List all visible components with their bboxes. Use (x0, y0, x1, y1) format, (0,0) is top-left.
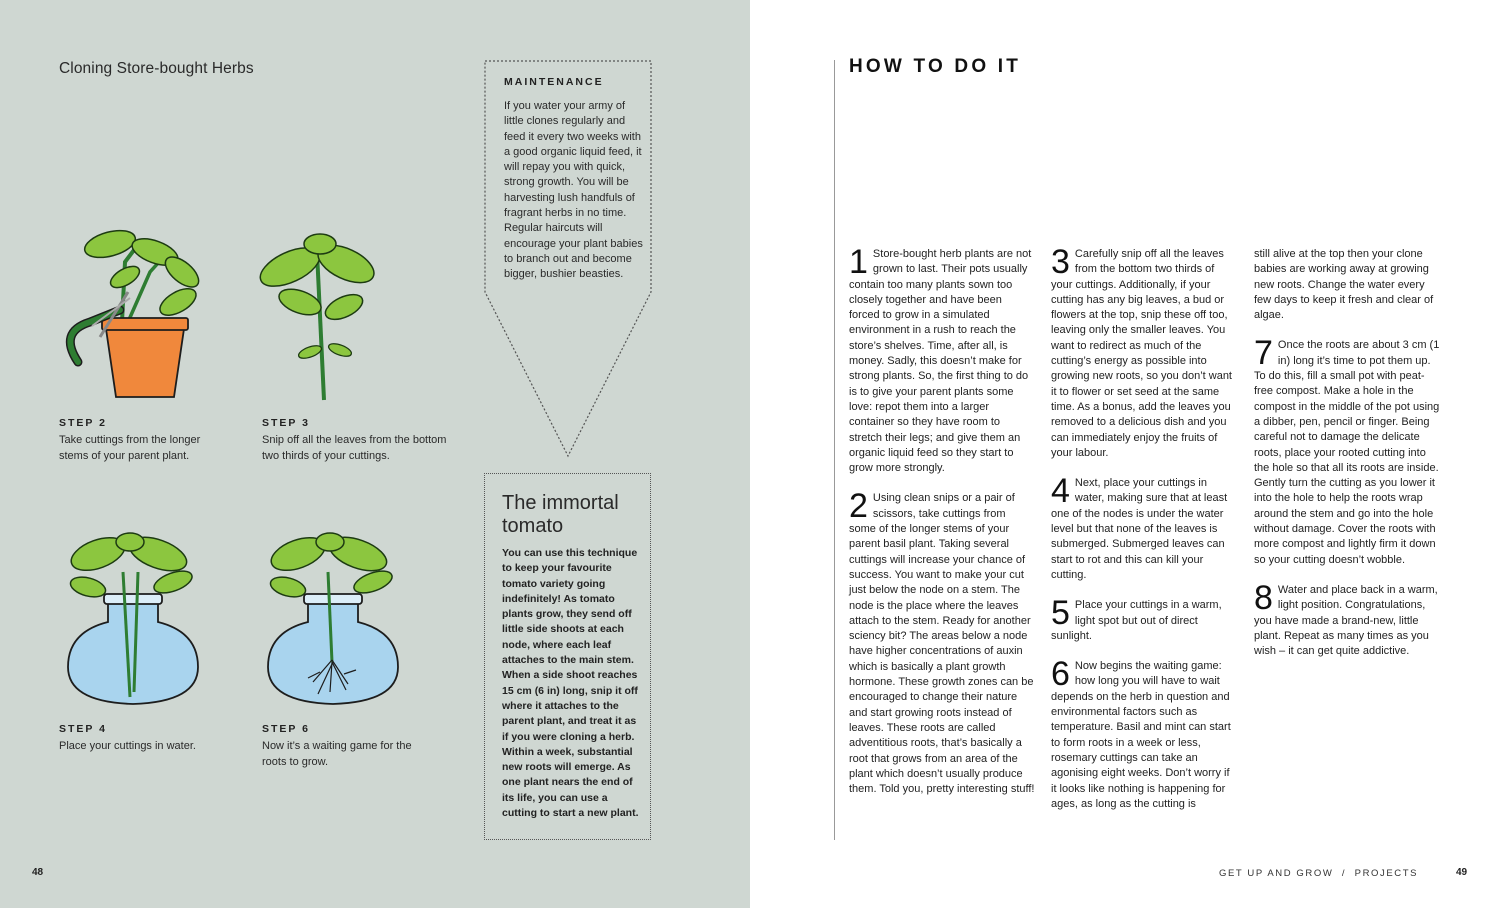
step-number: 5 (1051, 594, 1070, 633)
step-number: 8 (1254, 578, 1273, 617)
instruction-step-1 (849, 243, 1035, 476)
step-label: STEP 6 (262, 723, 310, 735)
instruction-step-8 (1254, 578, 1440, 659)
immortal-tomato-box (484, 473, 651, 840)
step-number: 4 (1051, 472, 1070, 511)
column-2 (1051, 243, 1237, 827)
step-paragraph: Water and place back in a warm, light position. Congratulations, you have made a brand-new, little plant. Repeat as many times as you wish – it can get quite addictive. (1254, 583, 1438, 658)
maintenance-callout (484, 60, 652, 460)
maintenance-text: If you water your army of little clones regularly and feed it every two weeks with a good organic liquid feed, it will repay you with quick, strong growth. You will be harvesting lush handfuls of fragrant herbs in no time. Regular haircuts will encourage your plant babies to branch out and become bigger, bushier beasties. (504, 100, 643, 281)
running-footer: GET UP AND GROW / PROJECTS (1219, 868, 1419, 879)
step-label: STEP 2 (59, 417, 107, 429)
trimmed-cutting-illustration (252, 222, 382, 402)
step-paragraph: Carefully snip off all the leaves from the bottom two thirds of your cuttings. Additionally, if your cutting has any big leaves, a bud or flowers at the top, snip these off too, leaving only the smaller leaves. You want to redirect as much of the cutting’s energy as possible into growing new roots, so you don’t want it to flower or set seed at the same time. As a bonus, add the leaves you removed to a delicious dish and you can immediately enjoy the fruits of your labour. (1051, 248, 1232, 459)
step-3 (262, 417, 462, 464)
instruction-step-2 (849, 487, 1035, 797)
step-paragraph: Next, place your cuttings in water, making sure that at least one of the nodes is under the water level but that none of the leaves is submerged. Submerged leaves can start to rot and this can kill your cutting. (1051, 477, 1228, 581)
instruction-step-5 (1051, 594, 1237, 644)
cuttings-in-vase-illustration (58, 532, 208, 712)
step-paragraph: Place your cuttings in a warm, light spot but out of direct sunlight. (1051, 599, 1222, 642)
right-page-number: 49 (1456, 867, 1468, 878)
step-number: 6 (1051, 655, 1070, 694)
step-paragraph: Now begins the waiting game: how long you will have to wait depends on the herb in question and environmental factors such as temperature. Basil and mint can start to form roots in a week or less, rosemary cuttings can take an agonising eight weeks. Don’t worry if it looks like nothing is happening for ages, as long as the cutting is (1051, 660, 1231, 810)
step-number: 3 (1051, 243, 1070, 281)
vertical-rule (834, 60, 835, 840)
step-2 (59, 417, 259, 464)
step-4 (59, 723, 259, 755)
instruction-step-6 (1051, 655, 1237, 812)
step-paragraph: Once the roots are about 3 cm (1 in) long it’s time to pot them up. To do this, fill a small pot with peat-free compost. Make a hole in the compost in the middle of the pot using a dibber, pen, pencil or finger. Being careful not to damage the delicate roots, place your rooted cutting into the hole so that all its roots are inside. Gently turn the cutting as you lower it into the hole to help the roots wrap around the stem and go into the hole without damage. Cover the roots with more compost and lightly firm it down so your cutting doesn’t wobble. (1254, 339, 1440, 566)
column-1 (849, 243, 1035, 812)
step-text: Snip off all the leaves from the bottom two thirds of your cuttings. (262, 434, 447, 462)
tomato-title: The immortal tomato (502, 492, 619, 537)
step-number: 1 (849, 243, 868, 281)
step-paragraph: Using clean snips or a pair of scissors, take cuttings from some of the longer stems of your parent basil plant. Taking several cuttings will increase your chance of success. You want to make your cut just below the node on a stem. The node is the place where the leaves attach to the stem. Ready for another sciency bit? The areas below a node have higher concentrations of auxin which is basically a plant growth hormone. These growth zones can be encouraged to change their nature and start growing roots instead of leaves. These roots are called adventitious roots, that’s basically a root that grows from an area of the plant which doesn’t usually produce them. Told you, pretty interesting stuff! (849, 492, 1035, 796)
step-label: STEP 4 (59, 723, 107, 735)
step-label: STEP 3 (262, 417, 310, 429)
instruction-step-7 (1254, 334, 1440, 567)
step-paragraph: still alive at the top then your clone babies are working away at growing new roots. Change the water every few days to keep it fresh and clear of algae. (1254, 248, 1434, 322)
step-paragraph: Store-bought herb plants are not grown to last. Their pots usually contain too many plants sown too closely together and have been forced to grow in a simulated environment in a rush to reach the store’s shelves. Time, after all, is money. Sadly, this doesn’t make for strong plants. So, the first thing to do is to give your parent plants some love: repot them into a larger container so they have room to stretch their legs; and give them an organic liquid feed so they start to grow more strongly. (849, 248, 1032, 475)
instruction-step-3 (1051, 243, 1237, 461)
step-text: Now it’s a waiting game for the roots to grow. (262, 740, 412, 768)
step-text: Place your cuttings in water. (59, 740, 196, 752)
potted-plant-with-clippers-illustration (50, 222, 210, 402)
page-heading: HOW TO DO IT (849, 56, 1022, 77)
step-text: Take cuttings from the longer stems of your parent plant. (59, 434, 201, 462)
step-number: 2 (849, 487, 868, 526)
instruction-step-6-continued (1254, 247, 1440, 323)
step-6 (262, 723, 462, 770)
instruction-step-4 (1051, 472, 1237, 583)
step-number: 7 (1254, 334, 1273, 373)
rooted-cuttings-in-vase-illustration (258, 532, 408, 712)
maintenance-title: MAINTENANCE (504, 76, 604, 88)
column-3 (1254, 247, 1440, 674)
left-page-number: 48 (32, 867, 44, 878)
section-title: Cloning Store-bought Herbs (59, 60, 254, 77)
tomato-text: You can use this technique to keep your favourite tomato variety going indefinitely! As tomato plants grow, they send off little side shoots at each node, where each leaf attaches to the main stem. When a side shoot reaches 15 cm (6 in) long, snip it off where it attaches to the parent plant, and treat it as if you were cloning a herb. Within a week, substantial new roots will emerge. As one plant nears the end of its life, you can use a cutting to start a new plant. (502, 547, 639, 820)
